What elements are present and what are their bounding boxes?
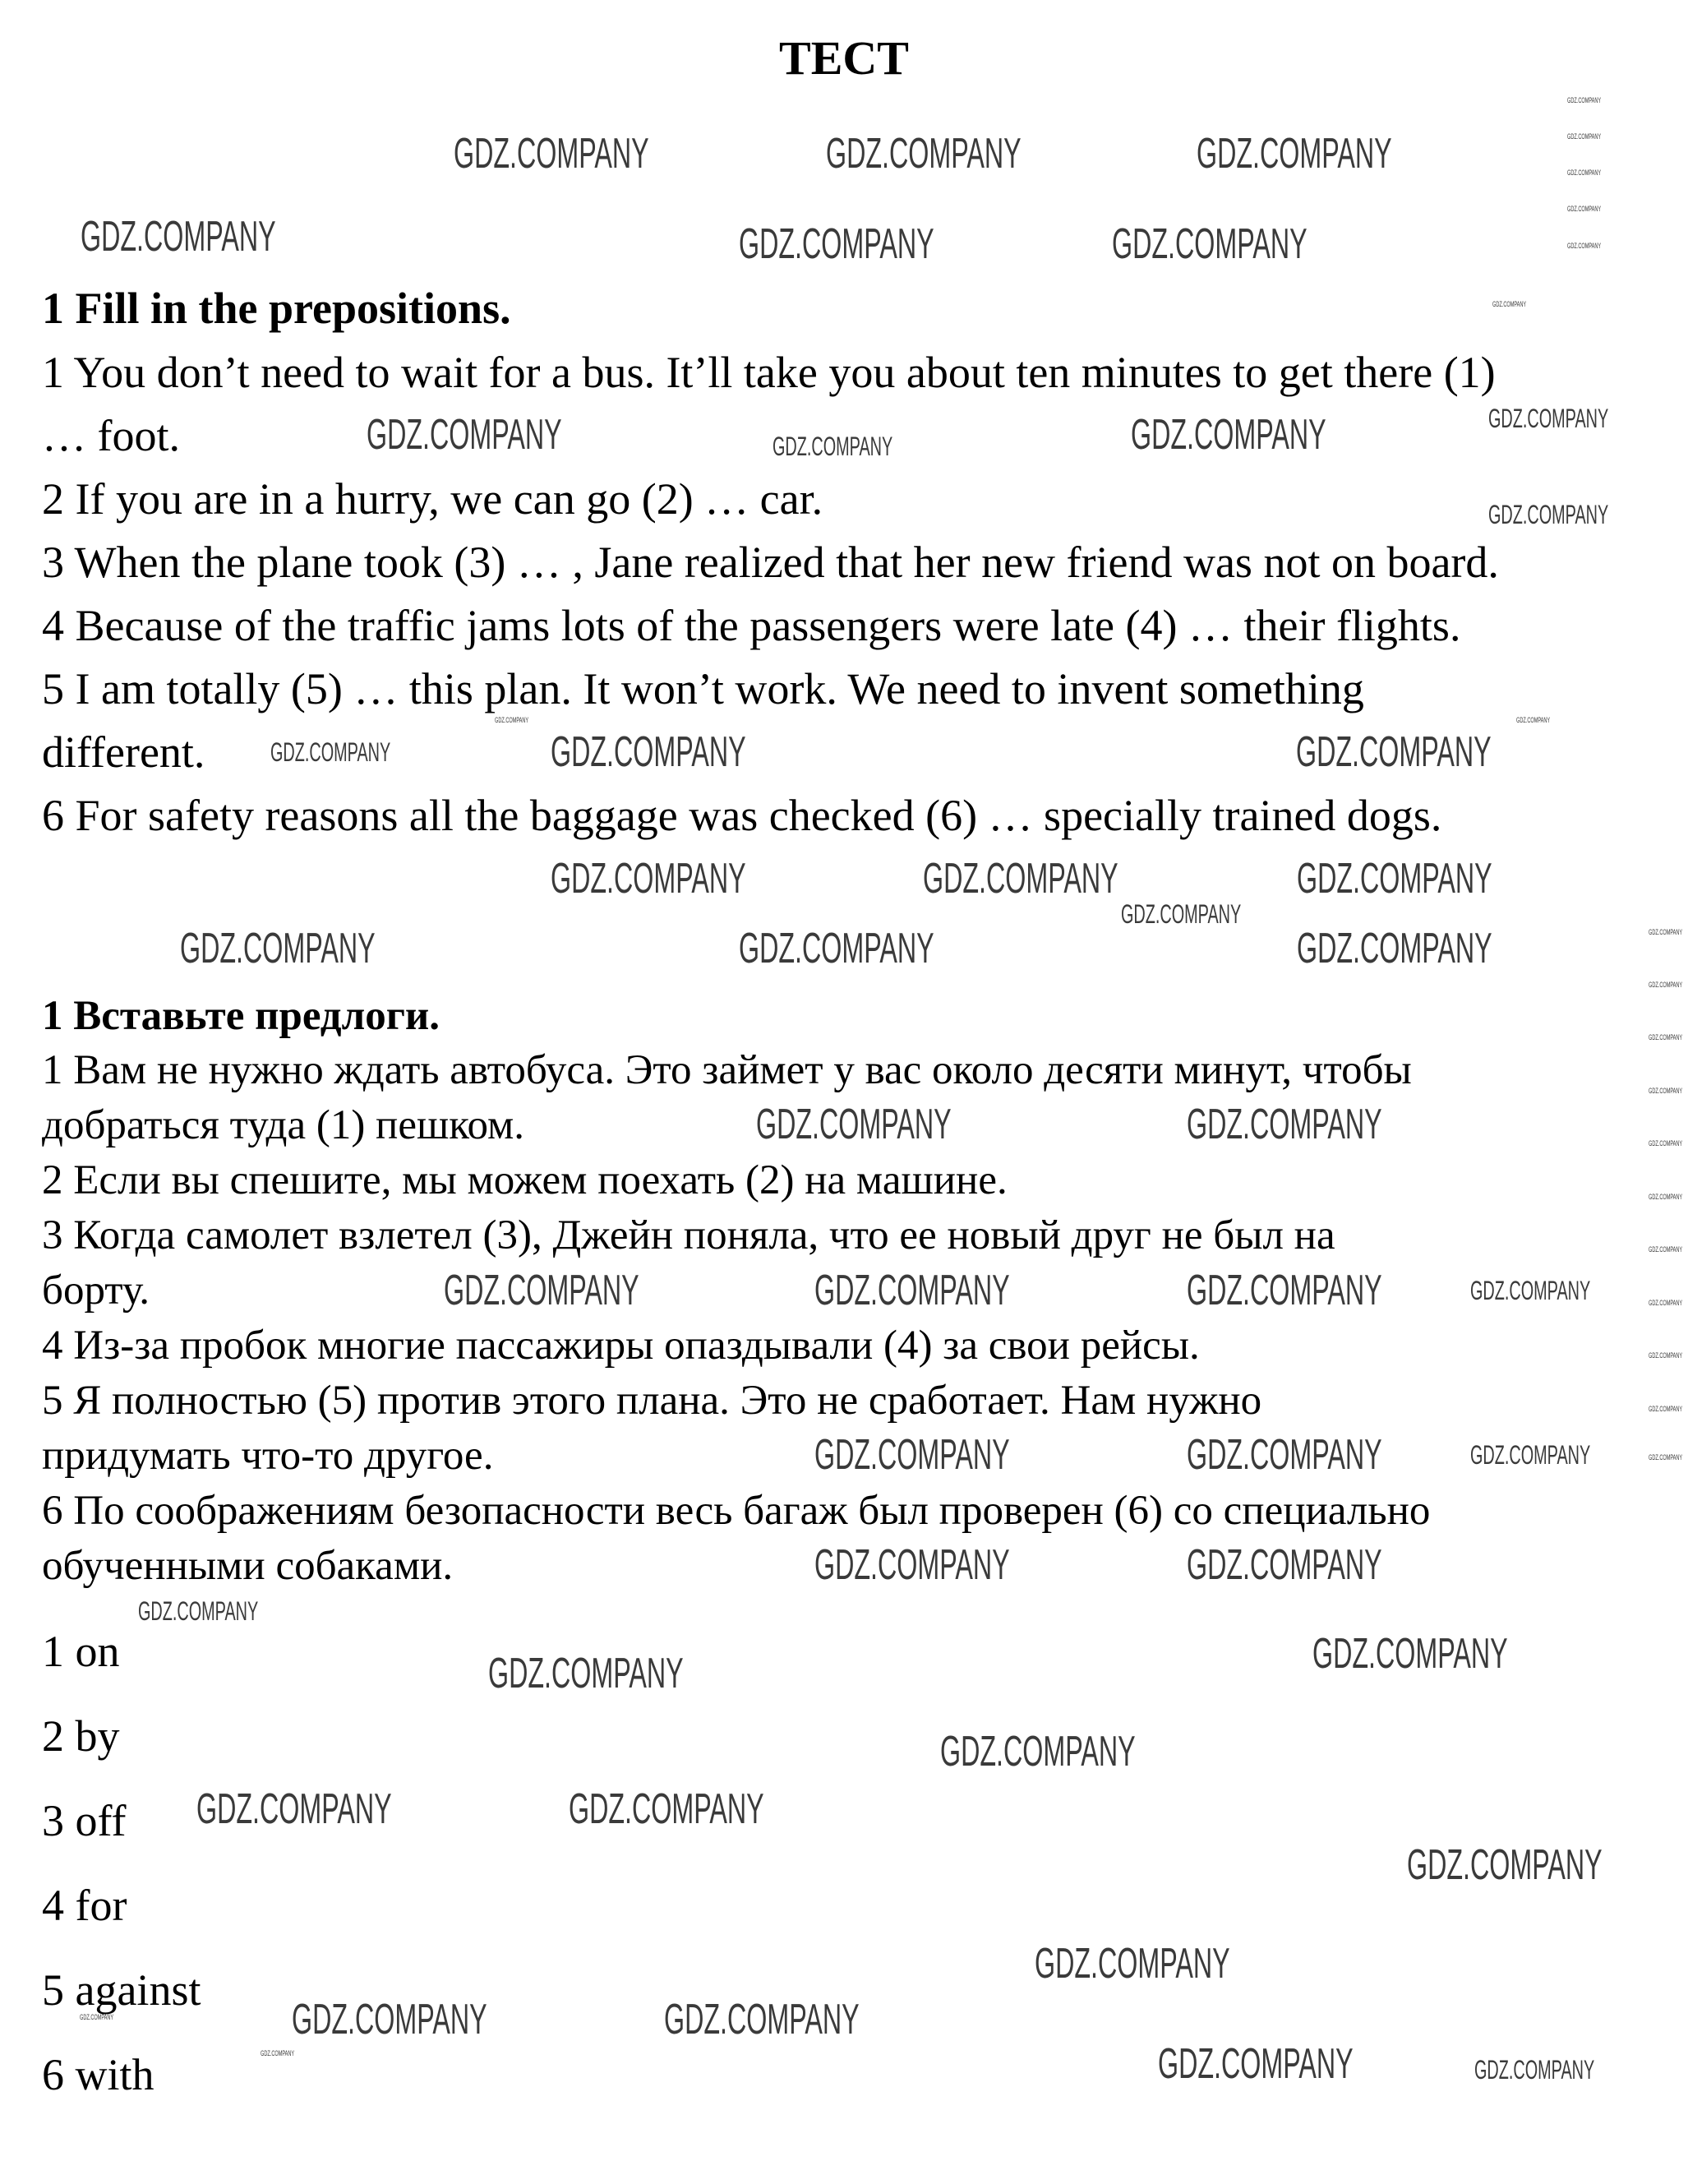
- watermark: GDZ.COMPANY: [488, 1650, 684, 1697]
- watermark: GDZ.COMPANY: [1649, 1139, 1683, 1147]
- watermark: GDZ.COMPANY: [1567, 132, 1602, 141]
- exercise-line: 5 I am totally (5) … this plan. It won’t work. We need to invent something: [42, 664, 1364, 713]
- watermark: GDZ.COMPANY: [444, 1267, 639, 1314]
- watermark: GDZ.COMPANY: [270, 737, 391, 767]
- watermark: GDZ.COMPANY: [569, 1785, 764, 1833]
- watermark: GDZ.COMPANY: [1567, 96, 1602, 104]
- answer-item: 6 with: [42, 2050, 155, 2099]
- exercise-heading-english: 1 Fill in the prepositions.: [42, 284, 511, 333]
- watermark: GDZ.COMPANY: [551, 855, 746, 903]
- watermark: GDZ.COMPANY: [180, 925, 376, 972]
- answer-item: 4 for: [42, 1881, 127, 1930]
- watermark: GDZ.COMPANY: [739, 925, 934, 972]
- watermark: GDZ.COMPANY: [826, 130, 1022, 178]
- watermark: GDZ.COMPANY: [814, 1267, 1010, 1314]
- watermark: GDZ.COMPANY: [1131, 411, 1326, 459]
- watermark: GDZ.COMPANY: [1470, 1440, 1591, 1470]
- watermark: GDZ.COMPANY: [1197, 130, 1392, 178]
- watermark: GDZ.COMPANY: [1649, 928, 1683, 936]
- watermark: GDZ.COMPANY: [1407, 1841, 1603, 1889]
- watermark: GDZ.COMPANY: [138, 1596, 259, 1626]
- watermark: GDZ.COMPANY: [664, 1996, 860, 2043]
- watermark: GDZ.COMPANY: [1035, 1940, 1230, 1988]
- watermark: GDZ.COMPANY: [739, 220, 934, 268]
- watermark: GDZ.COMPANY: [1121, 899, 1242, 929]
- exercise-line: different.: [42, 727, 205, 777]
- exercise-heading-russian: 1 Вставьте предлоги.: [42, 993, 440, 1039]
- watermark: GDZ.COMPANY: [1474, 2055, 1595, 2085]
- exercise-line: … foot.: [42, 411, 180, 460]
- translation-line: придумать что-то другое.: [42, 1433, 494, 1479]
- watermark: GDZ.COMPANY: [1649, 1299, 1683, 1307]
- answer-item: 5 against: [42, 1965, 201, 2015]
- watermark: GDZ.COMPANY: [923, 855, 1118, 903]
- watermark: GDZ.COMPANY: [1297, 925, 1492, 972]
- exercise-line: 6 For safety reasons all the baggage was checked (6) … specially trained dogs.: [42, 791, 1442, 840]
- translation-line: борту.: [42, 1267, 150, 1314]
- watermark: GDZ.COMPANY: [773, 432, 893, 461]
- watermark: GDZ.COMPANY: [367, 411, 562, 459]
- translation-line: 3 Когда самолет взлетел (3), Джейн поняла, что ее новый друг не был на: [42, 1212, 1335, 1258]
- watermark: GDZ.COMPANY: [1470, 1276, 1591, 1305]
- watermark: GDZ.COMPANY: [80, 2013, 114, 2021]
- watermark: GDZ.COMPANY: [1488, 500, 1609, 529]
- translation-line: добраться туда (1) пешком.: [42, 1102, 524, 1148]
- exercise-line: 1 You don’t need to wait for a bus. It’ll take you about ten minutes to get there (1): [42, 348, 1496, 397]
- watermark: GDZ.COMPANY: [1187, 1267, 1382, 1314]
- translation-line: 4 Из-за пробок многие пассажиры опаздывали (4) за свои рейсы.: [42, 1323, 1200, 1369]
- watermark: GDZ.COMPANY: [495, 716, 529, 724]
- watermark: GDZ.COMPANY: [1492, 300, 1527, 308]
- watermark: GDZ.COMPANY: [940, 1728, 1136, 1775]
- answer-item: 2 by: [42, 1711, 120, 1761]
- answer-item: 1 on: [42, 1627, 120, 1676]
- watermark: GDZ.COMPANY: [814, 1431, 1010, 1479]
- exercise-line: 4 Because of the traffic jams lots of the passengers were late (4) … their flights.: [42, 601, 1461, 650]
- watermark: GDZ.COMPANY: [1516, 716, 1551, 724]
- page-title: ТЕСТ: [779, 31, 909, 85]
- watermark: GDZ.COMPANY: [1488, 404, 1609, 433]
- watermark: GDZ.COMPANY: [1297, 855, 1492, 903]
- watermark: GDZ.COMPANY: [1296, 728, 1492, 776]
- watermark: GDZ.COMPANY: [1567, 242, 1602, 250]
- translation-line: 1 Вам не нужно ждать автобуса. Это займет у вас около десяти минут, чтобы: [42, 1047, 1412, 1093]
- watermark: GDZ.COMPANY: [1187, 1541, 1382, 1589]
- translation-line: 6 По соображениям безопасности весь багаж был проверен (6) со специально: [42, 1488, 1431, 1534]
- watermark: GDZ.COMPANY: [1312, 1630, 1508, 1678]
- watermark: GDZ.COMPANY: [1567, 169, 1602, 177]
- watermark: GDZ.COMPANY: [551, 728, 746, 776]
- watermark: GDZ.COMPANY: [1187, 1101, 1382, 1148]
- watermark: GDZ.COMPANY: [1649, 1405, 1683, 1413]
- watermark: GDZ.COMPANY: [1649, 1033, 1683, 1041]
- watermark: GDZ.COMPANY: [1112, 220, 1308, 268]
- watermark: GDZ.COMPANY: [756, 1101, 952, 1148]
- watermark: GDZ.COMPANY: [454, 130, 649, 178]
- translation-line: 5 Я полностью (5) против этого плана. Это не сработает. Нам нужно: [42, 1378, 1262, 1424]
- translation-line: 2 Если вы спешите, мы можем поехать (2) на машине.: [42, 1157, 1008, 1203]
- watermark: GDZ.COMPANY: [1567, 205, 1602, 213]
- watermark: GDZ.COMPANY: [814, 1541, 1010, 1589]
- watermark: GDZ.COMPANY: [261, 2049, 295, 2057]
- watermark: GDZ.COMPANY: [1158, 2040, 1354, 2088]
- watermark: GDZ.COMPANY: [1649, 981, 1683, 989]
- watermark: GDZ.COMPANY: [1187, 1431, 1382, 1479]
- exercise-line: 2 If you are in a hurry, we can go (2) … car.: [42, 474, 823, 524]
- watermark: GDZ.COMPANY: [292, 1996, 487, 2043]
- translation-line: обученными собаками.: [42, 1543, 454, 1589]
- watermark: GDZ.COMPANY: [1649, 1453, 1683, 1461]
- watermark: GDZ.COMPANY: [1649, 1193, 1683, 1201]
- watermark: GDZ.COMPANY: [196, 1785, 392, 1833]
- watermark: GDZ.COMPANY: [1649, 1087, 1683, 1095]
- watermark: GDZ.COMPANY: [1649, 1245, 1683, 1254]
- watermark: GDZ.COMPANY: [81, 213, 276, 261]
- exercise-line: 3 When the plane took (3) … , Jane realized that her new friend was not on board.: [42, 538, 1499, 587]
- watermark: GDZ.COMPANY: [1649, 1351, 1683, 1360]
- answer-item: 3 off: [42, 1796, 127, 1845]
